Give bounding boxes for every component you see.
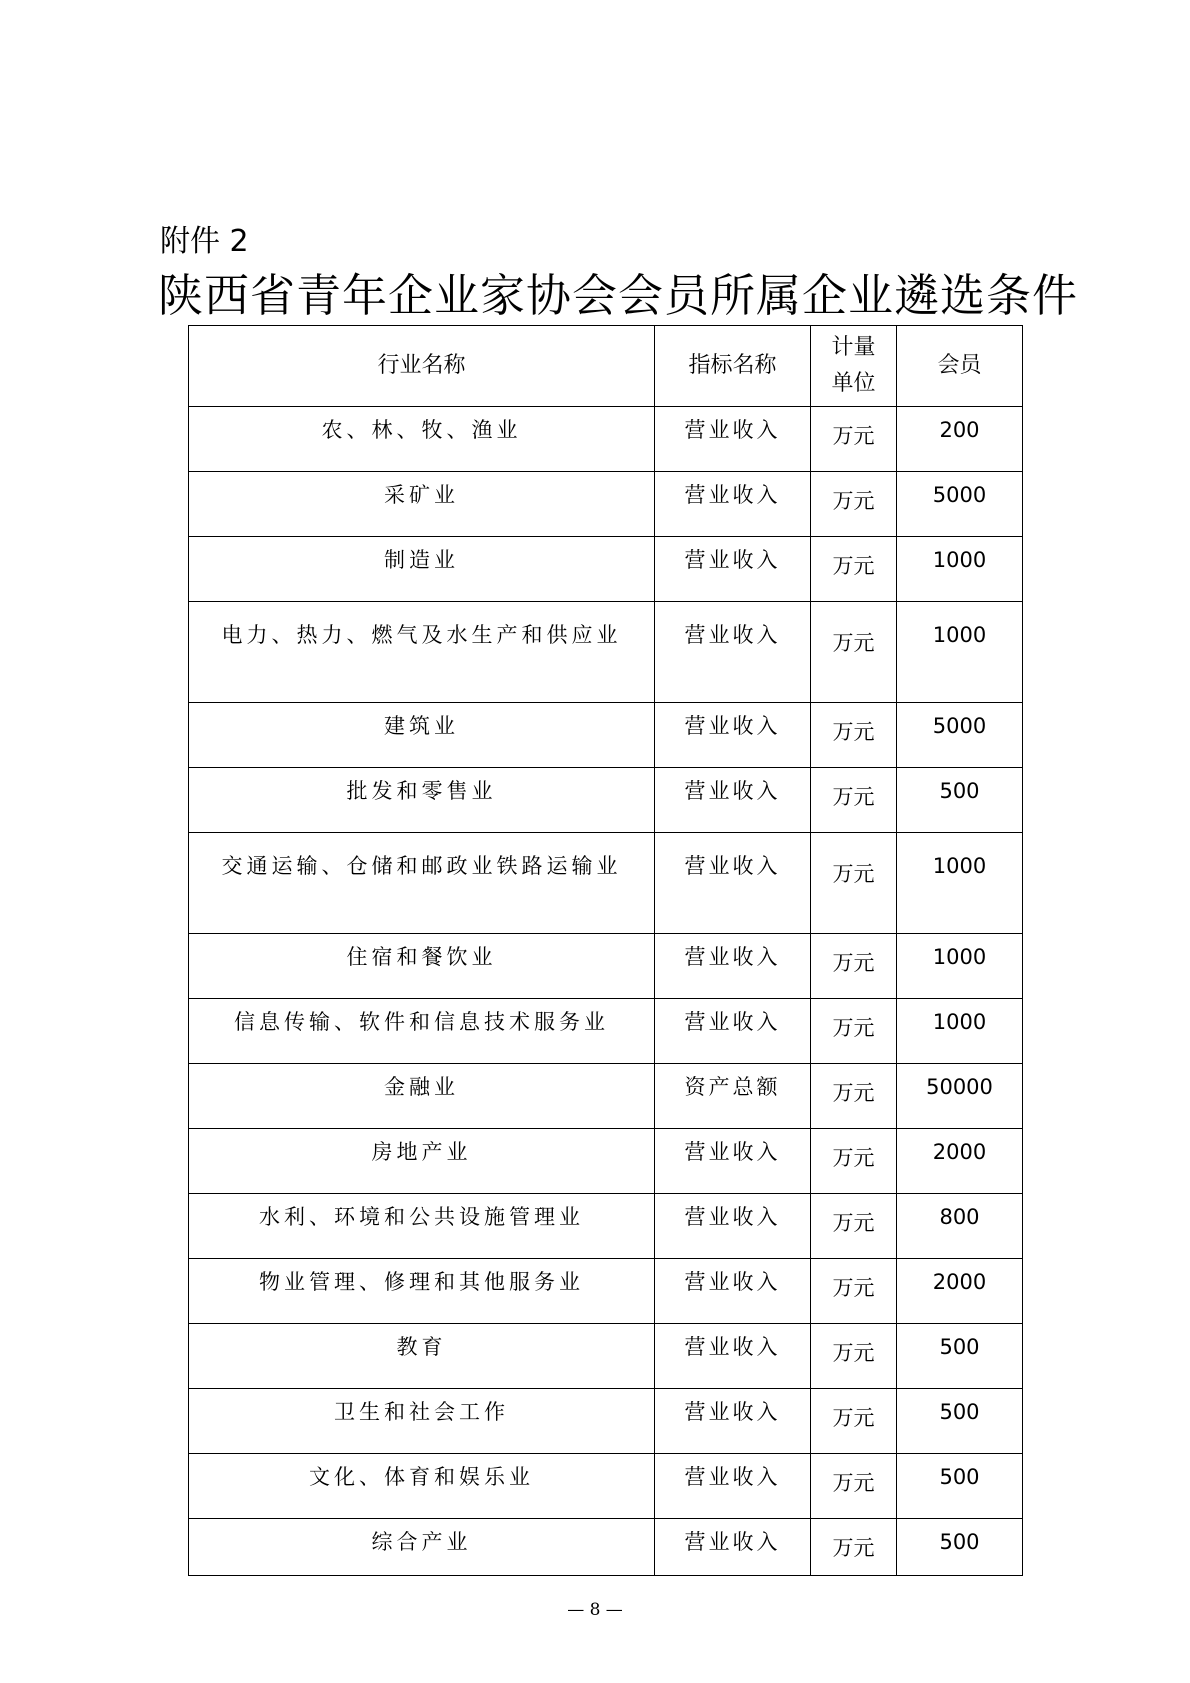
table-row — [189, 1454, 1023, 1519]
industry-cell: 水利、环境和公共设施管理业 — [189, 1194, 655, 1259]
industry-cell: 住宿和餐饮业 — [189, 934, 655, 999]
industry-cell: 综合产业 — [189, 1519, 655, 1576]
indicator-cell: 营业收入 — [655, 1324, 811, 1389]
header-industry: 行业名称 — [189, 326, 655, 407]
member-value-cell: 2000 — [897, 1129, 1023, 1194]
member-value-cell: 5000 — [897, 472, 1023, 537]
indicator-cell: 资产总额 — [655, 1064, 811, 1129]
indicator-cell: 营业收入 — [655, 703, 811, 768]
industry-cell: 物业管理、修理和其他服务业 — [189, 1259, 655, 1324]
header-member: 会员 — [897, 326, 1023, 407]
table-row — [189, 1519, 1023, 1576]
member-value-cell: 1000 — [897, 934, 1023, 999]
member-value-cell: 500 — [897, 768, 1023, 833]
header-indicator: 指标名称 — [655, 326, 811, 407]
member-value-cell: 500 — [897, 1324, 1023, 1389]
header-row — [189, 326, 1023, 407]
member-value-cell: 1000 — [897, 999, 1023, 1064]
member-value-cell: 2000 — [897, 1259, 1023, 1324]
unit-cell: 万元 — [811, 1324, 897, 1389]
member-value-cell: 5000 — [897, 703, 1023, 768]
industry-cell: 制造业 — [189, 537, 655, 602]
indicator-cell: 营业收入 — [655, 407, 811, 472]
unit-cell: 万元 — [811, 1259, 897, 1324]
unit-cell: 万元 — [811, 1129, 897, 1194]
industry-cell: 卫生和社会工作 — [189, 1389, 655, 1454]
industry-cell: 电力、热力、燃气及水生产和供应业 — [189, 602, 655, 703]
indicator-cell: 营业收入 — [655, 934, 811, 999]
indicator-cell: 营业收入 — [655, 768, 811, 833]
indicator-cell: 营业收入 — [655, 1194, 811, 1259]
table-header — [189, 326, 1023, 407]
unit-cell: 万元 — [811, 1194, 897, 1259]
unit-cell: 万元 — [811, 602, 897, 703]
unit-cell: 万元 — [811, 768, 897, 833]
table-row — [189, 934, 1023, 999]
industry-cell: 批发和零售业 — [189, 768, 655, 833]
table-row — [189, 999, 1023, 1064]
indicator-cell: 营业收入 — [655, 999, 811, 1064]
table-row — [189, 537, 1023, 602]
table-row — [189, 1064, 1023, 1129]
unit-cell: 万元 — [811, 472, 897, 537]
unit-cell: 万元 — [811, 1389, 897, 1454]
table-row — [189, 1389, 1023, 1454]
member-value-cell: 800 — [897, 1194, 1023, 1259]
industry-cell: 采矿业 — [189, 472, 655, 537]
unit-cell: 万元 — [811, 407, 897, 472]
document-title: 陕西省青年企业家协会会员所属企业遴选条件 — [158, 269, 1079, 322]
indicator-cell: 营业收入 — [655, 1454, 811, 1519]
member-value-cell: 1000 — [897, 537, 1023, 602]
unit-cell: 万元 — [811, 833, 897, 934]
industry-cell: 农、林、牧、渔业 — [189, 407, 655, 472]
table-body — [189, 407, 1023, 1576]
industry-cell: 教育 — [189, 1324, 655, 1389]
table-row — [189, 1194, 1023, 1259]
unit-cell: 万元 — [811, 934, 897, 999]
table-row — [189, 1259, 1023, 1324]
indicator-cell: 营业收入 — [655, 833, 811, 934]
header-unit — [811, 326, 897, 407]
table-row — [189, 703, 1023, 768]
member-value-cell: 200 — [897, 407, 1023, 472]
indicator-cell: 营业收入 — [655, 1129, 811, 1194]
unit-cell: 万元 — [811, 703, 897, 768]
member-value-cell: 1000 — [897, 833, 1023, 934]
criteria-table — [188, 325, 1023, 1576]
member-value-cell: 500 — [897, 1389, 1023, 1454]
header-unit-line2: 单位 — [831, 371, 876, 396]
member-value-cell: 500 — [897, 1519, 1023, 1576]
member-value-cell: 500 — [897, 1454, 1023, 1519]
table-row — [189, 1129, 1023, 1194]
indicator-cell: 营业收入 — [655, 1389, 811, 1454]
table-row — [189, 472, 1023, 537]
industry-cell: 建筑业 — [189, 703, 655, 768]
unit-cell: 万元 — [811, 1519, 897, 1576]
unit-cell: 万元 — [811, 999, 897, 1064]
indicator-cell: 营业收入 — [655, 472, 811, 537]
table-row — [189, 1324, 1023, 1389]
page-number: — 8 — — [567, 1600, 623, 1620]
indicator-cell: 营业收入 — [655, 1259, 811, 1324]
indicator-cell: 营业收入 — [655, 602, 811, 703]
indicator-cell: 营业收入 — [655, 1519, 811, 1576]
table-row — [189, 833, 1023, 934]
attachment-label: 附件 2 — [160, 224, 249, 259]
industry-cell: 交通运输、仓储和邮政业铁路运输业 — [189, 833, 655, 934]
unit-cell: 万元 — [811, 1064, 897, 1129]
industry-cell: 文化、体育和娱乐业 — [189, 1454, 655, 1519]
header-unit-line1: 计量 — [831, 335, 876, 360]
table-row — [189, 407, 1023, 472]
industry-cell: 房地产业 — [189, 1129, 655, 1194]
unit-cell: 万元 — [811, 537, 897, 602]
table-row — [189, 602, 1023, 703]
member-value-cell: 50000 — [897, 1064, 1023, 1129]
table-row — [189, 768, 1023, 833]
industry-cell: 信息传输、软件和信息技术服务业 — [189, 999, 655, 1064]
indicator-cell: 营业收入 — [655, 537, 811, 602]
unit-cell: 万元 — [811, 1454, 897, 1519]
industry-cell: 金融业 — [189, 1064, 655, 1129]
member-value-cell: 1000 — [897, 602, 1023, 703]
